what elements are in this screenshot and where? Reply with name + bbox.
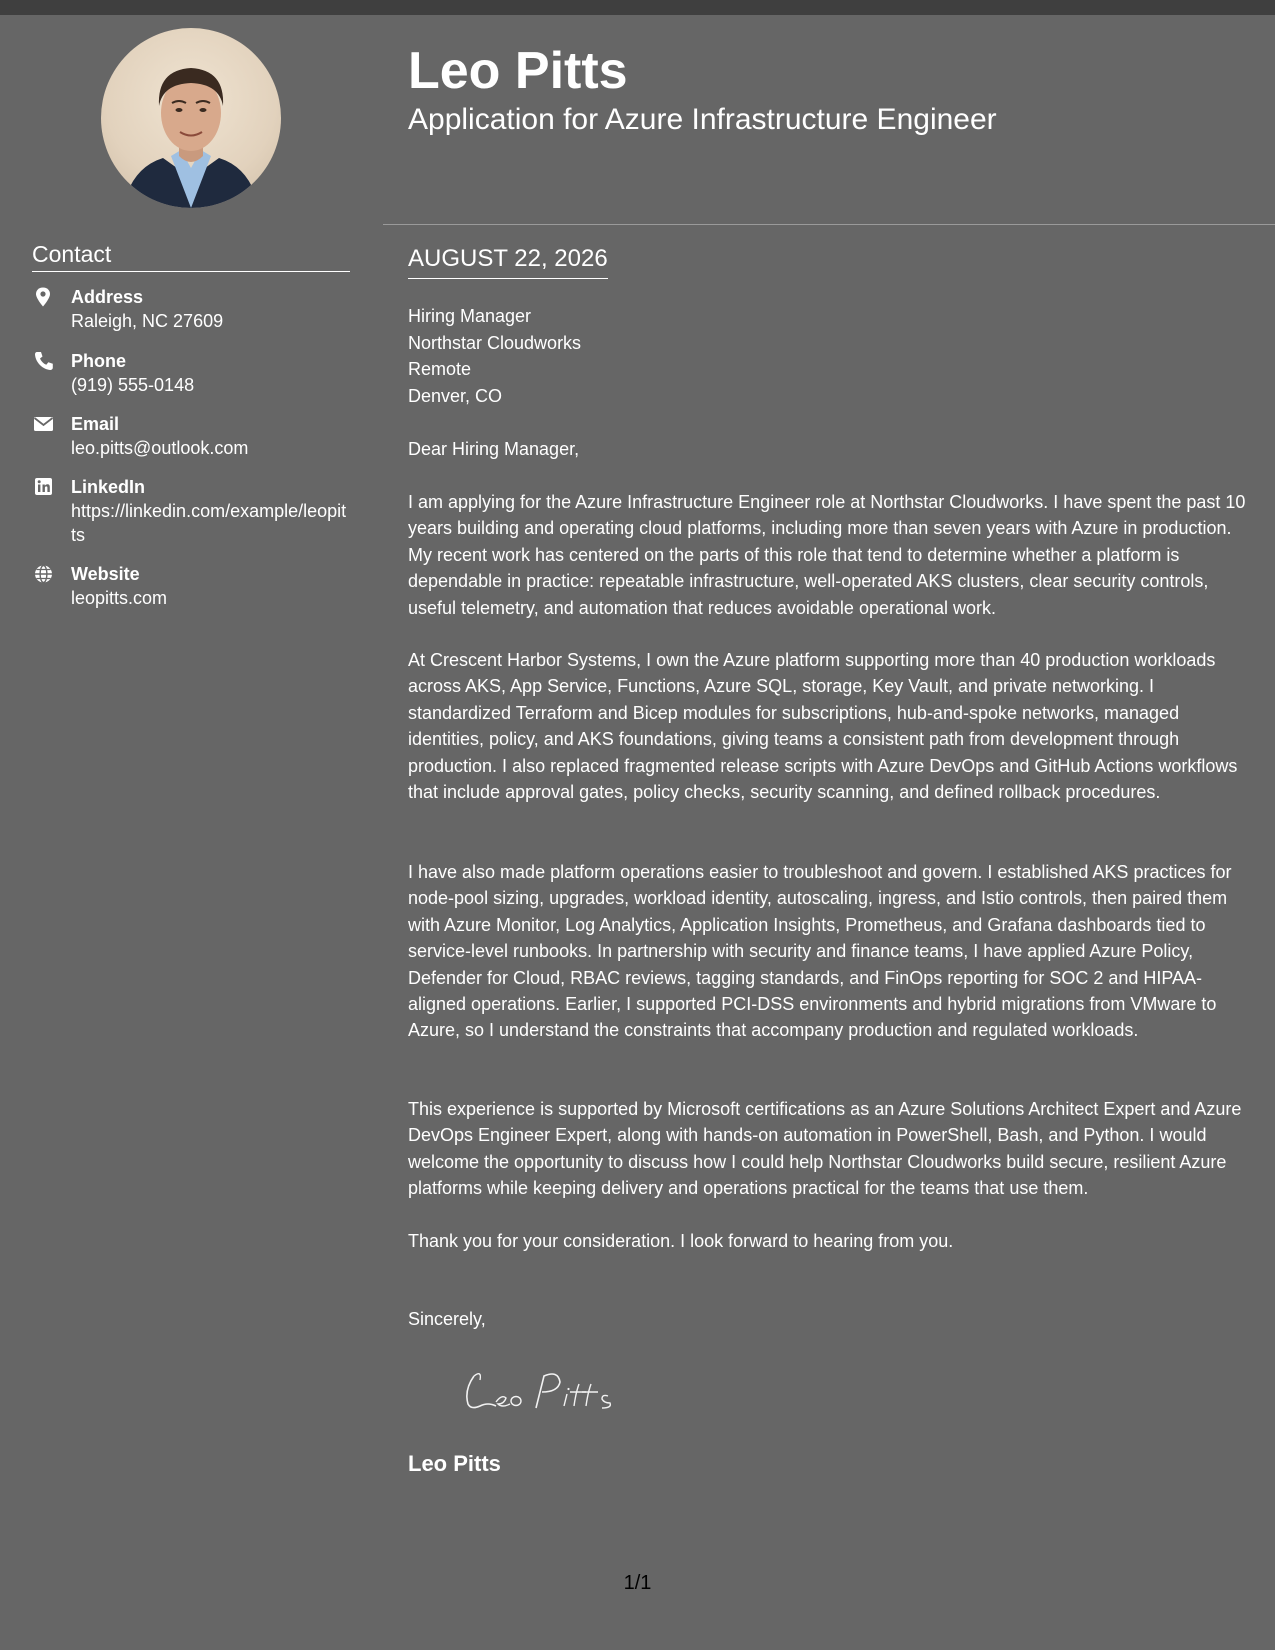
header-divider: [383, 224, 1275, 225]
globe-icon: [32, 564, 58, 584]
linkedin-label: LinkedIn: [71, 477, 146, 497]
contact-heading: Contact: [32, 241, 350, 272]
recipient-line: Denver, CO: [408, 385, 503, 406]
application-title: Application for Azure Infrastructure Engineer: [408, 103, 997, 136]
envelope-icon: [32, 414, 58, 434]
phone-icon: [32, 351, 58, 371]
recipient-line: Hiring Manager: [408, 306, 532, 326]
applicant-name: Leo Pitts: [408, 42, 628, 100]
body-paragraph: I have also made platform operations easier to troubleshoot and govern. I established AKS practices for node-pool sizing, upgrades, workload identity, autoscaling, ingress, and Istio controls, then paired them with Azure Monitor, Log Analytics, Application Insights, Prometheus, and Grafana dashboards tied to service-level runbooks. In partnership with security and finance teams, I have applied Azure Policy, Defender for Cloud, RBAC reviews, tagging standards, and FinOps reporting for SOC 2 and HIPAA-aligned operations. Earlier, I supported PCI-DSS environments and hybrid migrations from VMware to Azure, so I understand the constraints that accompany production and regulated workloads.: [408, 862, 1232, 1041]
phone-label: Phone: [71, 351, 127, 371]
recipient-line: Northstar Cloudworks: [408, 332, 582, 353]
body-paragraph: Thank you for your consideration. I look forward to hearing from you.: [408, 1231, 954, 1251]
map-pin-icon: [32, 287, 58, 307]
address-label: Address: [71, 287, 144, 307]
sidebar: [0, 15, 383, 1650]
body-paragraph: I am applying for the Azure Infrastructure Engineer role at Northstar Cloudworks. I have spent the past 10 years building and operating cloud platforms, including more than seven years with Azure in production. My recent work has centered on the parts of this role that tend to determine whether a platform is dependable in practice: repeatable infrastructure, well-operated AKS clusters, clear security controls, useful telemetry, and automation that reduces avoidable operational work.: [408, 492, 1246, 618]
body-paragraph: At Crescent Harbor Systems, I own the Azure platform supporting more than 40 production workloads across AKS, App Service, Functions, Azure SQL, storage, Key Vault, and private networking. I standardized Terraform and Bicep modules for subscriptions, hub-and-spoke networks, managed identities, policy, and AKS foundations, giving teams a consistent path from development through production. I also replaced fragmented release scripts with Azure DevOps and GitHub Actions workflows that include approval gates, policy checks, security scanning, and defined rollback procedures.: [408, 650, 1238, 803]
signatory-name: Leo Pitts: [408, 1451, 501, 1476]
email-label: Email: [71, 414, 120, 434]
website-label: Website: [71, 564, 140, 584]
address-value: Raleigh, NC 27609: [71, 311, 224, 331]
letter-date: AUGUST 22, 2026: [408, 244, 608, 279]
linkedin-icon: [32, 477, 58, 497]
salutation: Dear Hiring Manager,: [408, 439, 580, 459]
page-number: 1/1: [623, 1572, 652, 1594]
closing: Sincerely,: [408, 1309, 486, 1329]
body-paragraph: This experience is supported by Microsoft certifications as an Azure Solutions Architect Expert and Azure DevOps Engineer Expert, along with hands-on automation in PowerShell, Bash, and Python. I would welcome the opportunity to discuss how I could help Northstar Cloudworks build secure, resilient Azure platforms while keeping delivery and operations practical for the teams that use them.: [408, 1099, 1242, 1199]
recipient-line: Remote: [408, 359, 472, 379]
phone-value: (919) 555-0148: [71, 375, 195, 395]
linkedin-link[interactable]: https://linkedin.com/example/leopitts: [71, 501, 347, 545]
recipient-block: [408, 303, 581, 409]
website-link[interactable]: leopitts.com: [71, 588, 168, 608]
profile-photo: [101, 28, 281, 208]
signature-image: [458, 1362, 628, 1422]
email-value: leo.pitts@outlook.com: [71, 438, 249, 458]
top-bar: [0, 0, 1275, 15]
